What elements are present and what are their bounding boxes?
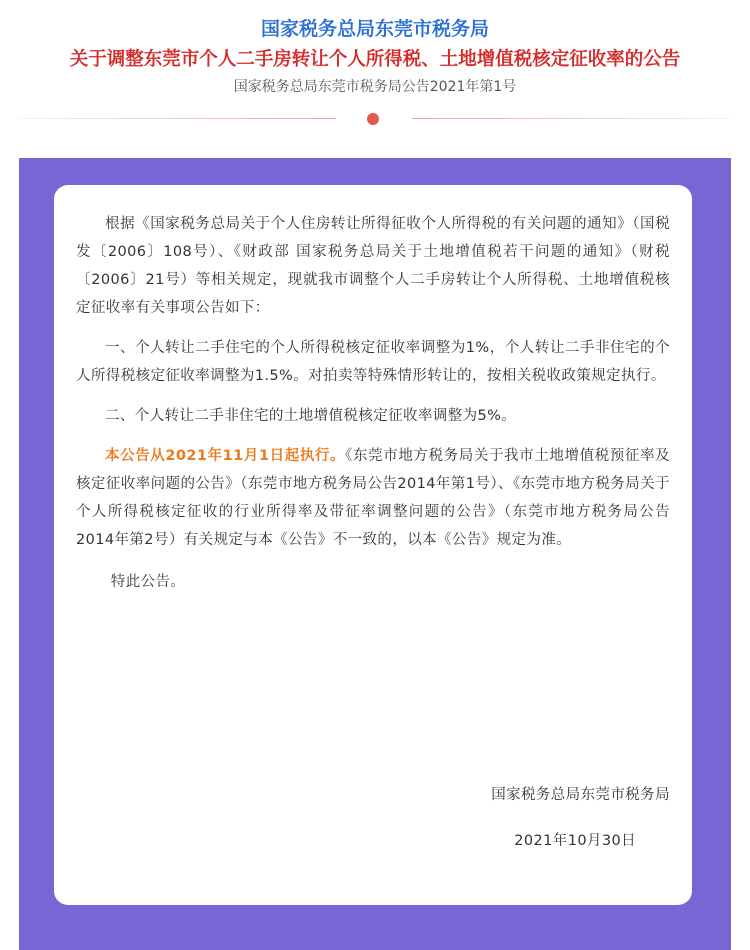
document-number: 国家税务总局东莞市税务局公告2021年第1号 [233,79,517,95]
issuer-signature: 国家税务总局东莞市税务局 [491,787,670,803]
divider-right [412,118,730,119]
divider-dot-icon [367,113,379,125]
paragraph-effective [76,442,670,554]
org-title: 国家税务总局东莞市税务局 [260,18,489,40]
notice-body [76,210,670,608]
paragraph-item-1: 一、个人转让二手住宅的个人所得税核定征收率调整为1%，个人转让二手非住宅的个人所得税核定征收率调整为1.5%。对拍卖等特殊情形转让的，按相关税收政策规定执行。 [76,340,670,384]
document-title: 关于调整东莞市个人二手房转让个人所得税、土地增值税核定征收率的公告 [69,49,681,70]
paragraph-basis: 根据《国家税务总局关于个人住房转让所得征收个人所得税的有关问题的通知》（国税发〔2006〕108号）、《财政部 国家税务总局关于土地增值税若干问题的通知》（财税〔2006〕21号）等相关规定，现就我市调整个人二手房转让个人所得税、土地增值税核定征收率有关事项公告如下： [76,216,670,316]
issue-date: 2021年10月30日 [514,833,636,849]
signoff-text: 特此公告。 [110,574,186,590]
notice-header [0,0,750,158]
paragraph-item-2: 二、个人转让二手非住宅的土地增值税核定征收率调整为5%。 [105,408,517,424]
effective-date-details: 《东莞市地方税务局关于我市土地增值税预征率及核定征收率问题的公告》（东莞市地方税务局公告2014年第1号）、《东莞市地方税务局关于个人所得税核定征收的行业所得率及带征率调整问题的公告》（东莞市地方税务局公告2014年第2号）有关规定与本《公告》不一致的，以本《公告》规定为准。 [76,448,670,548]
effective-date-highlight: 本公告从2021年11月1日起执行。 [105,448,346,464]
divider-left [18,118,336,119]
